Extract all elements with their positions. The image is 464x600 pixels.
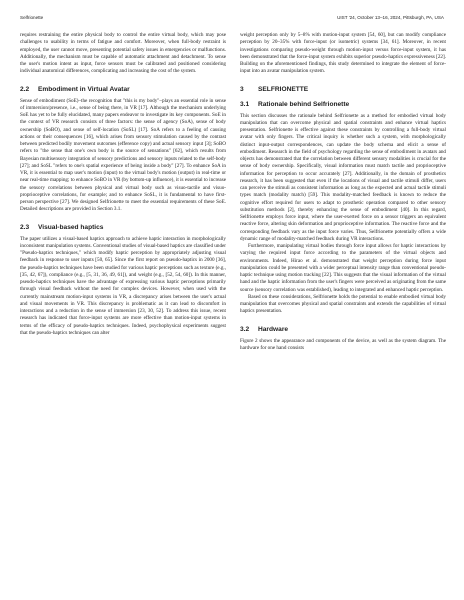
section-heading [240, 325, 446, 334]
paragraph: Based on these considerations, Selfrionette holds the potential to enable embodied virtual body manipulation that overcomes physical and spatial constraints and extends the capabilities of virtual haptics presentation. [240, 293, 446, 315]
section-title: SELFRIONETTE [258, 85, 309, 93]
section-heading [240, 85, 446, 94]
paragraph: Sense of embodiment (SoE)–the recognition that "this is my body"–plays an essential role in sense of immersion/presence, i.e., sense of being there, in VR [17]. Although the mechanism underlying SoE has yet to be fully elucidated, many papers endeavor to investigate its key components. SoE in the context of VR research consists of three factors: the sense of agency (SoA), sense of body ownership (SoBO), and sense of self-location (SoSL) [17]. SoA refers to a feeling of causing actions or their consequences [16], which arises from sensory stimulation caused by the contrast between predicted bodily movement outcomes (efference copy) and actual sensory input [3]; SoBO refers to "the sense that one's own body is the source of sensations" [62], which results from Bayesian multisensory integration of sensory predictions and sensory inputs related to the self-body [27]; and SoSL "refers to one's spatial experience of being inside a body" [27]. To enhance SoA in VR, it is essential to map user's motion (input) to the virtual body's motion (output) in real-time or near real-time mapping; to enhance SoBO in VR (by bottom-up influence), it is essential to increase the sensory correlations between physical and virtual body such as visuo-tactile and visuo-proprioceptive correlations, for example; and to enhance SoSL, it is fundamental to have first-person perspective [27]. We designed Selfrionette to meet the essential requirements of these SoE. Detailed descriptions are provided in Section 3.1. [20, 97, 226, 213]
section-title: Visual-based haptics [38, 223, 104, 231]
running-header-left: Selfrionette [20, 15, 44, 20]
paragraph: Figure 2 shows the appearance and components of the device, as well as the system diagram. The hardware for one hand consists [240, 337, 446, 351]
section-number: 3 [240, 85, 244, 93]
paragraph: The paper utilizes a visual-based haptics approach to achieve haptic interaction in morphologically inconsistent manipulation systems. Conventional studies of visual-based haptics are classified under "Pseudo-haptics techniques," which modify haptic perception by appropriately adjusting visual feedback in response to user inputs [50, 65]. Since the first report on pseudo-haptics in 2000 [36], the pseudo-haptics techniques have been studied for various haptic perceptions such as texture (e.g., [35, 42, 67]), compliance (e.g., [5, 31, 36, 49, 61]), and weight (e.g., [52, 54, 60]). In this manner, pseudo-haptics techniques have the advantage of expressing various haptic perceptions primarily through visual feedback without the need for complex devices. However, when used with the currently mainstream motion-input systems in VR, a discrepancy arises between the user's actual and visual movements in VR. This discrepancy is problematic as it can lead to discomfort in interactions and a reduction in the sense of immersion [23, 30, 52]. To address this issue, recent research has indicated that force-input systems are more effective than motion-input systems in terms of the efficacy of pseudo-haptics techniques. Indeed, psychophysical experiments suggest that the pseudo-haptics techniques can alter [20, 235, 227, 336]
right-column [240, 32, 446, 352]
section-heading [240, 100, 446, 109]
section-title: Hardware [258, 325, 289, 333]
section-number: 2.3 [20, 223, 30, 231]
section-heading [20, 85, 226, 94]
left-column [20, 32, 226, 337]
section-number: 2.2 [20, 85, 30, 93]
paragraph: Furthermore, manipulating virtual bodies through force input allows for haptic interactions by varying the required input force according to the parameters of the virtual objects and environments. Indeed, Hirao et al. demonstrated that weight perception during force input manipulation could be presented with a wider perceptual intensity range than conventional pseudo-haptic technique using motion tracking [22]. This suggests that the visual information of the virtual hand and the haptic information from the user's fingers were perceived as originating from the same source (sensory correlation was established), leading to integrated and enhanced haptic perception. [240, 243, 446, 293]
section-number: 3.2 [240, 325, 250, 333]
section-title: Rationale behind Selfrionette [258, 100, 350, 108]
running-header-right: UIST '24, October 13–16, 2024, Pittsburgh, PA, USA [337, 15, 444, 20]
paragraph: weight perception only by 5–8% with motion-input system [54, 60], but can modify compliance perception by 20–35% with force-input (or isometric) systems [34, 61]. Moreover, in recent investigations comparing pseudo-weight through motion-input versus force-input system, it has been demonstrated that the force-input system exhibits superior pseudo-haptics expressiveness [22]. Building on the aforementioned findings, this study determined to integrate the element of force-input into an avatar manipulation system. [240, 32, 446, 75]
section-number: 3.1 [240, 100, 250, 108]
paragraph: requires restraining the entire physical body to control the entire virtual body, which may pose challenges to usability in terms of fatigue and comfort. Moreover, when full-body restraint is employed, the user cannot move, presenting potential safety issues in emergencies or malfunctions. Additionally, the mechanism must be capable of automatic attachment and detachment. To sense the user's motion intent as input, force sensors must be calibrated and positioned considering individual anatomical differences, complicating and increasing the cost of the system. [20, 32, 226, 75]
section-heading [20, 223, 226, 232]
section-title: Embodiment in Virtual Avatar [38, 85, 130, 93]
paragraph: This section discusses the rationale behind Selfrionette as a method for embodied virtual body manipulation that can overcome physical and spatial constraints and enhance virtual haptics presentation. Selfrionette is effective against these constraints by controlling a full-body virtual avatar with only fingers. The critical inquiry is whether such a system, with morphologically distinct input-output correspondences, can update the body schema and elicit a sense of embodiment. Research in the field of psychology regarding the sense of embodiment in avatars and objects has demonstrated that the correlation between different sensory modalities is crucial for the sense of body ownership. Specifically, visual information must match tactile and proprioceptive information for perception to occur accurately [27]. Additionally, in the domain of prosthetics research, it has been suggested that even if the locations of visual and tactile stimuli differ, users can perceive the stimuli as consistent information as long as the expected and actual tactile stimuli types match (modality match) [59]. This modality-matched feedback is known to reduce the cognitive effort required for users to adapt to prosthetic operation compared to other sensory substitution methods [2], thereby enhancing the sense of embodiment [40]. In this regard, Selfrionette employs force input, where the user-exerted force on a sensor triggers an equivalent reactive force, altering skin deformation and proprioceptive information. The reactive force and the corresponding feedback vary as the input force varies. Thus, Selfrionette potentially offers a wide dynamic range of modality-matched feedback during VR interactions. [240, 112, 446, 242]
